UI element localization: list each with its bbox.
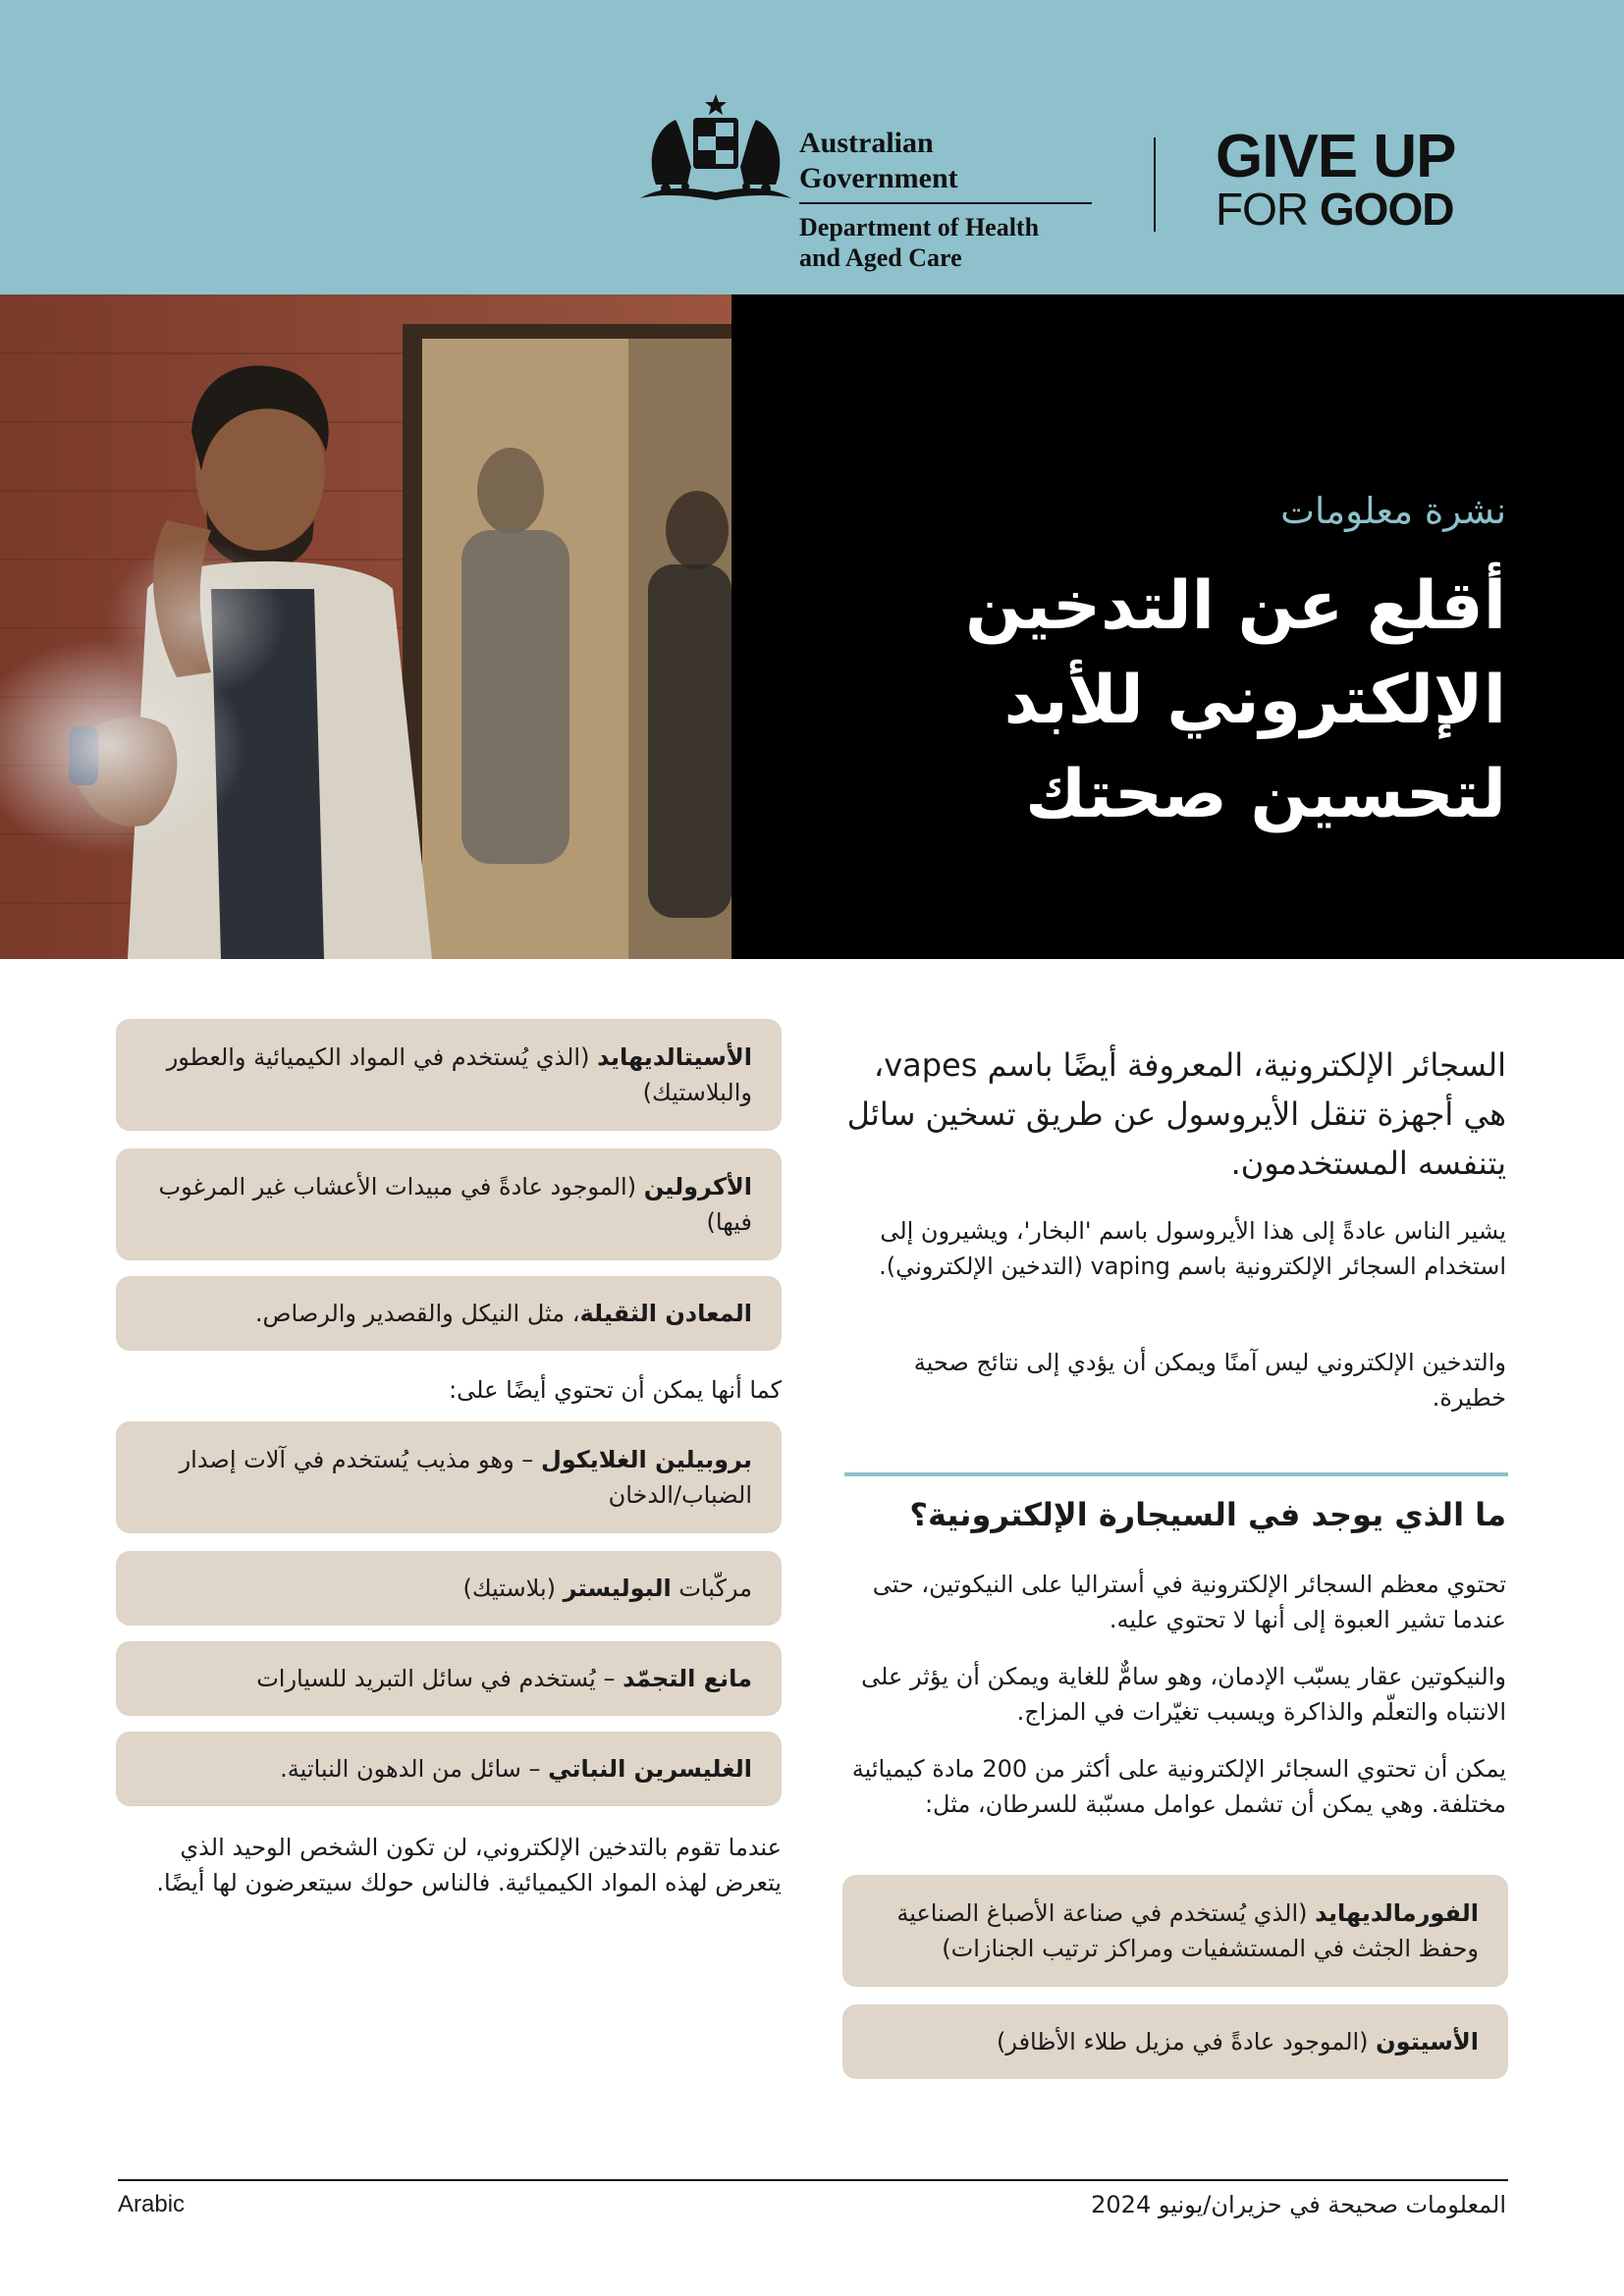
gov-name: Australian Government xyxy=(799,126,1092,204)
chemical-description: (الموجود عادةً في مزيل طلاء الأظافر) xyxy=(996,2028,1377,2056)
chemical-term: الغليسرين النباتي xyxy=(548,1755,752,1783)
chemical-box-heavy-metals xyxy=(116,1276,782,1351)
footer-language: Arabic xyxy=(118,2191,186,2217)
intro-paragraph-2: والتدخين الإلكتروني ليس آمنًا ويمكن أن يؤدي إلى نتائج صحية خطيرة. xyxy=(913,1349,1506,1412)
brand-for: FOR xyxy=(1216,184,1320,235)
closing-paragraph: عندما تقوم بالتدخين الإلكتروني، لن تكون الشخص الوحيد الذي يتعرض لهذه المواد الكيميائية. فالناس حولك سيتعرضون لها أيضًا. xyxy=(156,1834,782,1896)
factsheet-label: نشرة معلومات xyxy=(1280,490,1506,532)
chemical-box-vegetable-glycerin xyxy=(116,1732,782,1806)
chemical-term: الأكرولين xyxy=(643,1173,752,1201)
give-up-for-good-logo xyxy=(1216,123,1510,235)
chemical-box-antifreeze xyxy=(116,1641,782,1716)
brand-line-1: GIVE UP xyxy=(1216,123,1456,190)
chemical-box-polyester xyxy=(116,1551,782,1626)
chemical-box-formaldehyde xyxy=(842,1875,1508,1987)
hero-text xyxy=(799,487,1506,842)
chemical-description: (الذي يُستخدم في المواد الكيميائية والعطور والبلاستيك) xyxy=(166,1043,752,1106)
intro-paragraph-1: يشير الناس عادةً إلى هذا الأيروسول باسم 'البخار'، ويشيرون إلى استخدام السجائر الإلكترونية باسم vaping (التدخين الإلكتروني). xyxy=(879,1217,1506,1280)
chemical-description: (الذي يُستخدم في صناعة الأصباغ الصناعية وحفظ الجثث في المستشفيات ومراكز ترتيب الجنازات) xyxy=(896,1899,1479,1962)
intro-lead: السجائر الإلكترونية، المعروفة أيضًا باسم vapes، هي أجهزة تنقل الأيروسول عن طريق تسخين سائل يتنفسه المستخدمون. xyxy=(846,1046,1506,1182)
government-logo-text xyxy=(799,126,1092,273)
chemical-term: الأسيتالديهايد xyxy=(597,1043,752,1071)
chemical-term: الفورمالديهايد xyxy=(1315,1899,1479,1927)
hero-photo xyxy=(0,294,731,959)
title-line-3: لتحسين صحتك xyxy=(1025,756,1506,833)
chemical-box-propylene-glycol xyxy=(116,1421,782,1533)
section-paragraph-2: والنيكوتين عقار يسبّب الإدمان، وهو سامٌّ للغاية ويمكن أن يؤثر على الانتباه والتعلّم والذاكرة ويسبب تغيّرات في المزاج. xyxy=(861,1663,1506,1726)
chemical-description: ، مثل النيكل والقصدير والرصاص. xyxy=(254,1300,580,1327)
brand-good: GOOD xyxy=(1319,184,1454,235)
title-line-1: أقلع عن التدخين xyxy=(965,567,1506,645)
section-paragraph-1: تحتوي معظم السجائر الإلكترونية في أستراليا على النيكوتين، حتى عندما تشير العبوة إلى أنها لا تحتوي عليه. xyxy=(872,1571,1506,1633)
section-paragraph-3: يمكن أن تحتوي السجائر الإلكترونية على أكثر من 200 مادة كيميائية مختلفة. وهي يمكن أن تشمل عوامل مسبّبة للسرطان، مثل: xyxy=(851,1755,1506,1818)
chemical-description: – سائل من الدهون النباتية. xyxy=(280,1755,549,1783)
chemical-prefix: مركّبات xyxy=(671,1575,752,1602)
footer-divider xyxy=(118,2179,1508,2181)
chemical-box-acetaldehyde xyxy=(116,1019,782,1131)
chemical-description: (الموجود عادةً في مبيدات الأعشاب غير المرغوب فيها) xyxy=(158,1173,752,1236)
chemical-term: بروبيلين الغلايكول xyxy=(540,1446,752,1473)
footer-date-note: المعلومات صحيحة في حزيران/يونيو 2024 xyxy=(1091,2191,1506,2218)
chemical-term: الأسيتون xyxy=(1376,2028,1479,2056)
also-contain-label: كما أنها يمكن أن تحتوي أيضًا على: xyxy=(449,1376,782,1404)
section-divider xyxy=(844,1472,1508,1476)
chemical-term: المعادن الثقيلة xyxy=(579,1300,752,1327)
header-banner xyxy=(0,0,1624,294)
chemical-description: – يُستخدم في سائل التبريد للسيارات xyxy=(256,1665,623,1692)
chemical-description: – وهو مذيب يُستخدم في آلات إصدار الضباب/الدخان xyxy=(179,1446,752,1509)
hero-section xyxy=(0,294,1624,959)
chemical-box-acrolein xyxy=(116,1148,782,1260)
coat-of-arms-icon xyxy=(636,90,795,208)
dept-line-2: and Aged Care xyxy=(799,243,962,272)
brand-line-2 xyxy=(1216,184,1510,235)
chemical-term: مانع التجمّد xyxy=(623,1665,752,1692)
header-divider xyxy=(1154,137,1156,232)
section-heading: ما الذي يوجد في السيجارة الإلكترونية؟ xyxy=(909,1496,1506,1533)
dept-line-1: Department of Health xyxy=(799,213,1040,241)
title-line-2: الإلكتروني للأبد xyxy=(1003,662,1506,739)
chemical-description: (بلاستيك) xyxy=(462,1575,564,1602)
chemical-box-acetone xyxy=(842,2004,1508,2079)
chemical-term: البوليستر xyxy=(563,1575,672,1602)
page-title xyxy=(799,560,1506,842)
